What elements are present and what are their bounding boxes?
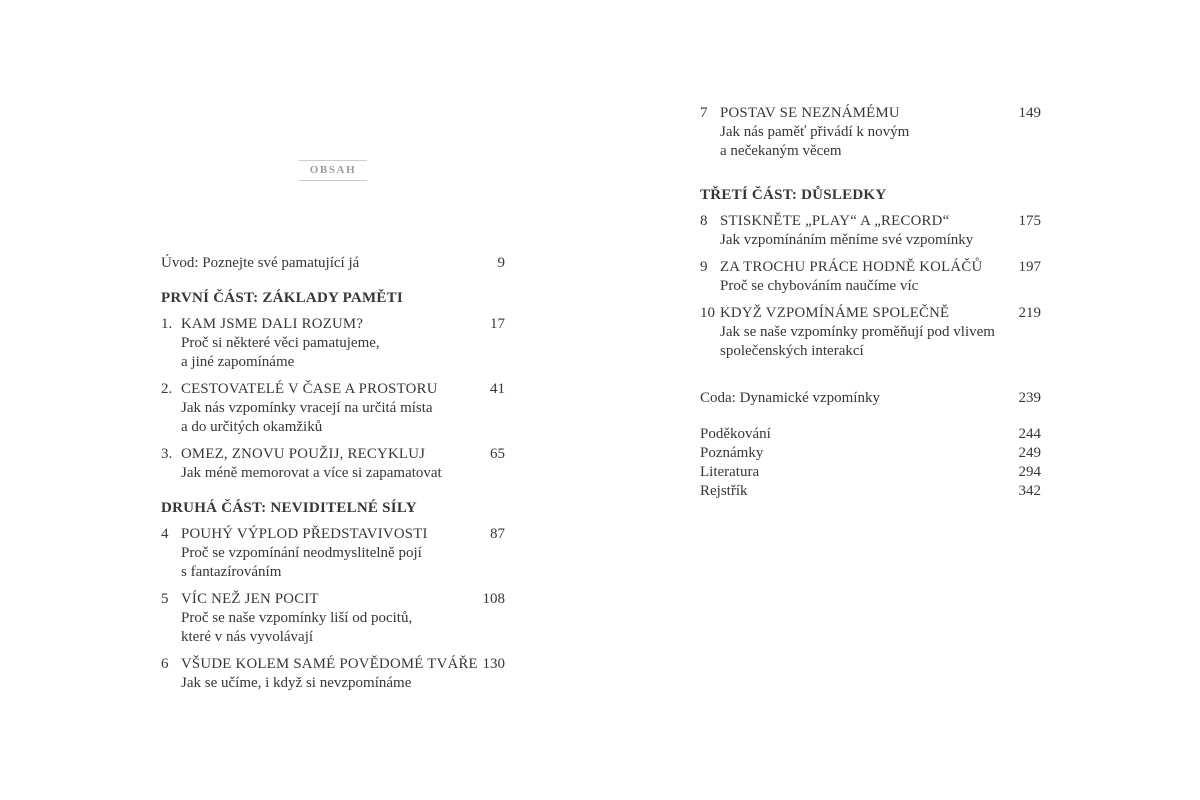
backmatter-item (700, 444, 1041, 463)
chapter-subtitle: s fantazírováním (181, 564, 282, 580)
chapter-number: 9 (700, 259, 708, 275)
page-number: 65 (490, 446, 505, 462)
chapter-subtitle: které v nás vyvolávají (181, 629, 314, 645)
chapter-title: VÍC NEŽ JEN POCIT (181, 591, 319, 607)
backmatter-label: Poděkování (700, 426, 771, 442)
chapter-number: 6 (161, 656, 169, 672)
toc-chapter-entry (161, 525, 505, 582)
chapter-subtitle: Jak nás vzpomínky vracejí na určitá místa (181, 400, 433, 416)
chapter-subtitle: společenských interakcí (720, 343, 864, 359)
toc-chapter-entry (700, 258, 1041, 296)
intro-label: Úvod: Poznejte své pamatující já (161, 255, 360, 271)
backmatter-item (700, 425, 1041, 444)
toc-chapter-entry (700, 304, 1041, 361)
page-number: 108 (482, 591, 505, 607)
backmatter-item (700, 482, 1041, 501)
chapter-subtitle: Jak nás paměť přivádí k novým (720, 124, 910, 140)
chapter-number: 7 (700, 105, 708, 121)
contents-heading: OBSAH (299, 160, 368, 181)
chapter-number: 8 (700, 213, 708, 229)
coda-label: Coda: Dynamické vzpomínky (700, 390, 880, 406)
toc-chapter-entry (161, 380, 505, 437)
toc-chapter-entry (161, 445, 505, 483)
page-number: 294 (1018, 464, 1041, 480)
chapter-subtitle: Jak méně memorovat a více si zapamatovat (181, 465, 442, 481)
toc-chapter-entry (700, 212, 1041, 250)
toc-chapter-entry (700, 104, 1041, 161)
part-heading: DRUHÁ ČÁST: NEVIDITELNÉ SÍLY (161, 500, 417, 516)
page-number: 41 (490, 381, 505, 397)
page-number: 149 (1018, 105, 1041, 121)
chapter-subtitle: a nečekaným věcem (720, 143, 842, 159)
chapter-number: 10 (700, 305, 715, 321)
toc-chapter-entry (161, 655, 505, 693)
toc-column-right (700, 104, 1041, 501)
chapter-number: 2. (161, 381, 173, 397)
chapter-title: OMEZ, ZNOVU POUŽIJ, RECYKLUJ (181, 446, 426, 462)
chapter-title: POSTAV SE NEZNÁMÉMU (720, 105, 900, 121)
backmatter-list (700, 425, 1041, 501)
chapter-subtitle: Proč se naše vzpomínky liší od pocitů, (181, 610, 413, 626)
chapter-number: 5 (161, 591, 169, 607)
page-number: 249 (1018, 445, 1041, 461)
chapter-subtitle: Jak se naše vzpomínky proměňují pod vlivem (720, 324, 995, 340)
chapter-number: 3. (161, 446, 173, 462)
toc-chapter-entry (161, 590, 505, 647)
toc-intro-entry (161, 254, 505, 273)
chapter-title: KAM JSME DALI ROZUM? (181, 316, 364, 332)
page-number: 9 (497, 255, 505, 271)
chapter-subtitle: Jak se učíme, i když si nevzpomínáme (181, 675, 412, 691)
chapter-number: 1. (161, 316, 173, 332)
chapter-subtitle: Proč se chybováním naučíme víc (720, 278, 919, 294)
chapter-subtitle: Proč se vzpomínání neodmyslitelně pojí (181, 545, 422, 561)
page-number: 244 (1018, 426, 1041, 442)
page-number: 17 (490, 316, 505, 332)
chapter-title: ZA TROCHU PRÁCE HODNĚ KOLÁČŮ (720, 259, 983, 275)
toc-chapter-entry (161, 315, 505, 372)
chapter-title: VŠUDE KOLEM SAMÉ POVĚDOMÉ TVÁŘE (181, 656, 478, 672)
chapter-subtitle: Proč si některé věci pamatujeme, (181, 335, 380, 351)
part-heading: TŘETÍ ČÁST: DŮSLEDKY (700, 187, 887, 203)
page-number: 87 (490, 526, 505, 542)
backmatter-label: Poznámky (700, 445, 764, 461)
page-number: 130 (482, 656, 505, 672)
chapter-title: KDYŽ VZPOMÍNÁME SPOLEČNĚ (720, 305, 950, 321)
chapter-title: STISKNĚTE „PLAY“ A „RECORD“ (720, 213, 950, 229)
toc-coda-entry (700, 389, 1041, 408)
part-heading: PRVNÍ ČÁST: ZÁKLADY PAMĚTI (161, 290, 403, 306)
toc-column-left (161, 254, 505, 701)
backmatter-label: Rejstřík (700, 483, 748, 499)
page-number: 175 (1018, 213, 1041, 229)
page-number: 342 (1018, 483, 1041, 499)
chapter-number: 4 (161, 526, 169, 542)
chapter-subtitle: a do určitých okamžiků (181, 419, 323, 435)
page-number: 219 (1018, 305, 1041, 321)
page-number: 239 (1018, 390, 1041, 406)
page-number: 197 (1018, 259, 1041, 275)
chapter-title: POUHÝ VÝPLOD PŘEDSTAVIVOSTI (181, 526, 428, 542)
backmatter-label: Literatura (700, 464, 760, 480)
chapter-subtitle: a jiné zapomínáme (181, 354, 295, 370)
chapter-subtitle: Jak vzpomínáním měníme své vzpomínky (720, 232, 974, 248)
backmatter-item (700, 463, 1041, 482)
contents-header (161, 160, 505, 181)
chapter-title: CESTOVATELÉ V ČASE A PROSTORU (181, 381, 438, 397)
